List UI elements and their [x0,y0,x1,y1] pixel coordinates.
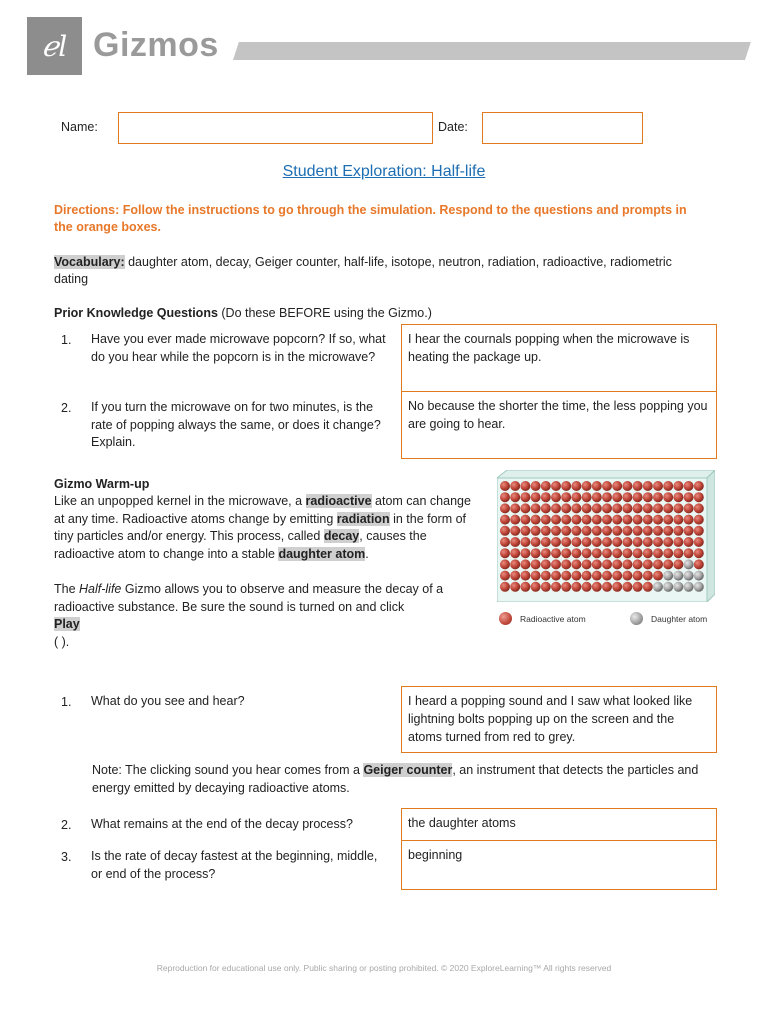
radioactive-atom [663,492,673,502]
prior-q1-number: 1. [61,333,72,347]
radioactive-atom [673,481,683,491]
radioactive-atom [633,537,643,547]
radioactive-atom [520,503,530,513]
radioactive-atom [561,515,571,525]
warmup-q2-answer[interactable]: the daughter atoms [401,808,717,841]
radioactive-atom [500,503,510,513]
radioactive-atom [633,548,643,558]
radioactive-atom [592,526,602,536]
radioactive-atom [531,492,541,502]
radioactive-atom [643,548,653,558]
radioactive-atom [510,571,520,581]
radioactive-atom [551,481,561,491]
radioactive-atom [663,481,673,491]
radioactive-atom [694,515,704,525]
radioactive-atom [541,503,551,513]
radioactive-atom [602,559,612,569]
radioactive-atom [510,492,520,502]
warmup-q1-text: What do you see and hear? [91,694,245,708]
radioactive-atom [520,559,530,569]
radioactive-atom [673,503,683,513]
name-field[interactable] [118,112,433,144]
radioactive-atom [571,537,581,547]
radioactive-atom [510,582,520,592]
radioactive-atom [643,559,653,569]
radioactive-atom [653,537,663,547]
radioactive-atom [622,582,632,592]
radioactive-atom [541,537,551,547]
radioactive-atom [592,515,602,525]
radioactive-atom [582,559,592,569]
radioactive-atom [571,526,581,536]
radioactive-atom [653,559,663,569]
radioactive-atom [541,515,551,525]
radioactive-atom [500,481,510,491]
prior-q2-answer[interactable]: No because the shorter the time, the less popping you are going to hear. [401,391,717,459]
radioactive-atom [500,559,510,569]
radioactive-atom [561,559,571,569]
prior-q1-text: Have you ever made microwave popcorn? If so, what do you hear while the popcorn is in the microwave? [91,332,386,364]
daughter-atom [673,582,683,592]
radioactive-atom [673,515,683,525]
radioactive-atom [622,492,632,502]
play-button-label: Play [54,617,80,631]
radioactive-atom [500,492,510,502]
radioactive-atom [622,481,632,491]
radioactive-atom [541,582,551,592]
warmup-q2-number: 2. [61,818,72,832]
radioactive-atom [612,571,622,581]
radioactive-atom [571,548,581,558]
radioactive-atom [541,548,551,558]
radioactive-atom [673,492,683,502]
radioactive-atom [531,582,541,592]
radioactive-atom [673,559,683,569]
radioactive-atom [582,515,592,525]
radioactive-atom [602,548,612,558]
radioactive-atom [653,503,663,513]
radioactive-atom [582,503,592,513]
radioactive-atom [541,571,551,581]
warmup-q2-text: What remains at the end of the decay process? [91,817,353,831]
page-title[interactable]: Student Exploration: Half-life [282,163,486,180]
radioactive-atom [622,526,632,536]
radioactive-atom [520,515,530,525]
radioactive-atom [602,526,612,536]
date-label: Date: [438,120,468,134]
radioactive-atom [500,537,510,547]
radioactive-atom [510,526,520,536]
radioactive-atom [531,548,541,558]
radioactive-atom [582,492,592,502]
directions-text: Directions: Follow the instructions to go through the simulation. Respond to the questions and prompts in the orange boxes. [54,203,687,234]
daughter-atom [673,571,683,581]
radioactive-atom [684,492,694,502]
radioactive-atom [531,526,541,536]
prior-q1-answer[interactable]: I hear the cournals popping when the microwave is heating the package up. [401,324,717,392]
radioactive-atom [500,515,510,525]
radioactive-atom [643,503,653,513]
radioactive-atom [663,515,673,525]
radioactive-atom [531,571,541,581]
radioactive-atom [663,503,673,513]
radioactive-atom [551,571,561,581]
radioactive-atom [582,481,592,491]
daughter-atom-icon [630,612,643,625]
daughter-atom [684,559,694,569]
radioactive-atom [510,548,520,558]
radioactive-atom [520,571,530,581]
radioactive-atom [520,481,530,491]
radioactive-atom [551,537,561,547]
radioactive-atom [551,559,561,569]
radioactive-atom [592,548,602,558]
radioactive-atom [561,537,571,547]
radioactive-atom [684,526,694,536]
geiger-note: Note: The clicking sound you hear comes from a Geiger counter, an instrument that detects the particles and energy emitted by decaying radioactive atoms. [92,763,699,795]
radioactive-atom [643,526,653,536]
radioactive-atom [561,548,571,558]
radioactive-atom [653,492,663,502]
radioactive-atom [653,515,663,525]
radioactive-atom [602,537,612,547]
radioactive-atom [520,526,530,536]
radioactive-atom [571,571,581,581]
radioactive-atom [531,537,541,547]
radioactive-atom [510,559,520,569]
radioactive-atom [633,559,643,569]
warmup-q3-text: Is the rate of decay fastest at the beginning, middle, or end of the process? [91,849,378,881]
radioactive-atom [582,548,592,558]
daughter-atom [684,571,694,581]
radioactive-atom [633,571,643,581]
radioactive-atom [622,571,632,581]
radioactive-atom [622,503,632,513]
gizmos-brand: Gizmos [93,26,219,64]
radioactive-atom [663,559,673,569]
radioactive-atom [561,503,571,513]
radioactive-atom [520,548,530,558]
radioactive-atom [571,503,581,513]
daughter-atom [663,582,673,592]
radioactive-atom [612,503,622,513]
prior-q2-number: 2. [61,401,72,415]
radioactive-atom [653,526,663,536]
radioactive-atom [673,548,683,558]
radioactive-atom [622,515,632,525]
radioactive-atom [582,537,592,547]
radioactive-atom [551,548,561,558]
radioactive-atom [663,537,673,547]
radioactive-atom [673,537,683,547]
radioactive-atom [694,548,704,558]
radioactive-atom [673,526,683,536]
radioactive-atom [602,582,612,592]
vocabulary-label: Vocabulary: [54,255,125,269]
radioactive-atom [643,571,653,581]
radioactive-atom [551,526,561,536]
radioactive-atom [694,492,704,502]
radioactive-atom [592,492,602,502]
radioactive-atom [684,515,694,525]
daughter-atom [663,571,673,581]
radioactive-atom [602,503,612,513]
radioactive-atom [653,548,663,558]
daughter-atom [694,571,704,581]
radioactive-atom [694,526,704,536]
header-decorative-bar [233,42,751,60]
radioactive-atom [663,548,673,558]
radioactive-atom [684,503,694,513]
radioactive-atom [643,492,653,502]
radioactive-atom [520,537,530,547]
warmup-q1-answer[interactable]: I heard a popping sound and I saw what looked like lightning bolts popping up on the screen and the atoms turned from red to grey. [401,686,717,753]
radioactive-atom [510,481,520,491]
atom-grid-simulation-image [497,470,715,602]
warmup-paragraph-1: Like an unpopped kernel in the microwave, a radioactive atom can change at any time. Radioactive atoms change by emitting radiation in the form of tiny particles and/or energy. This process, called decay, causes the radioactive atom to change into a stable daughter atom. [54,494,471,561]
radioactive-atom [633,503,643,513]
daughter-atom [653,582,663,592]
radioactive-atom [510,537,520,547]
prior-knowledge-heading: Prior Knowledge Questions (Do these BEFORE using the Gizmo.) [54,306,432,320]
radioactive-atom [551,515,561,525]
radioactive-atom [602,481,612,491]
radioactive-atom [612,492,622,502]
radioactive-atom [602,492,612,502]
radioactive-atom [684,548,694,558]
radioactive-atom [633,481,643,491]
radioactive-atom [592,537,602,547]
radioactive-atom [520,582,530,592]
radioactive-atom [694,537,704,547]
radioactive-atom [592,481,602,491]
radioactive-atom [643,537,653,547]
radioactive-atom [510,503,520,513]
radioactive-atom [653,571,663,581]
radioactive-atom [612,515,622,525]
radioactive-atom [633,492,643,502]
warmup-heading: Gizmo Warm-up [54,477,150,491]
radioactive-atom [643,515,653,525]
radioactive-atom [602,571,612,581]
radioactive-atom [612,537,622,547]
radioactive-atom [592,582,602,592]
radioactive-atom [663,526,673,536]
radioactive-atom [694,503,704,513]
radioactive-atom [510,515,520,525]
footer-copyright: Reproduction for educational use only. Public sharing or posting prohibited. © 2020 ExploreLearning™ All rights reserved [156,963,612,973]
radioactive-atom [531,503,541,513]
radioactive-atom [561,481,571,491]
radioactive-atom [571,481,581,491]
radioactive-atom [571,582,581,592]
radioactive-atom [571,492,581,502]
radioactive-atom [551,582,561,592]
radioactive-atom [592,503,602,513]
radioactive-atom [500,571,510,581]
radioactive-atom [531,515,541,525]
explorelearning-logo: ℯl [27,17,82,75]
radioactive-atom [561,492,571,502]
radioactive-atom [500,582,510,592]
radioactive-atom [582,582,592,592]
radioactive-atom [531,481,541,491]
radioactive-atom [694,481,704,491]
radioactive-atom [531,559,541,569]
radioactive-atom [541,481,551,491]
radioactive-atom [643,481,653,491]
radioactive-atom [582,571,592,581]
radioactive-atom [653,481,663,491]
radioactive-atom [561,526,571,536]
radioactive-atom [592,559,602,569]
warmup-q3-answer[interactable]: beginning [401,840,717,890]
name-label: Name: [61,120,98,134]
radioactive-atom [592,571,602,581]
radioactive-atom [520,492,530,502]
radioactive-atom [694,559,704,569]
date-field[interactable] [482,112,643,144]
daughter-atom [694,582,704,592]
radioactive-atom [684,481,694,491]
radioactive-atom-icon [499,612,512,625]
radioactive-atom [571,559,581,569]
radioactive-atom [602,515,612,525]
radioactive-atom [612,559,622,569]
radioactive-atom [622,548,632,558]
radioactive-atom [500,526,510,536]
radioactive-atom [571,515,581,525]
radioactive-atom [500,548,510,558]
radioactive-atom [551,503,561,513]
legend-daughter: Daughter atom [630,612,707,625]
radioactive-atom [541,492,551,502]
vocabulary-terms: daughter atom, decay, Geiger counter, half-life, isotope, neutron, radiation, radioactive, radiometric dating [54,255,672,286]
radioactive-atom [551,492,561,502]
prior-q2-text: If you turn the microwave on for two minutes, is the rate of popping always the same, or does it change? Explain. [91,400,381,449]
radioactive-atom [633,582,643,592]
radioactive-atom [622,537,632,547]
radioactive-atom [541,526,551,536]
radioactive-atom [582,526,592,536]
legend-radioactive: Radioactive atom [499,612,586,625]
warmup-q1-number: 1. [61,695,72,709]
radioactive-atom [561,571,571,581]
radioactive-atom [633,526,643,536]
daughter-atom [684,582,694,592]
radioactive-atom [612,481,622,491]
radioactive-atom [643,582,653,592]
radioactive-atom [561,582,571,592]
radioactive-atom [633,515,643,525]
radioactive-atom [541,559,551,569]
warmup-paragraph-2: The Half-life Gizmo allows you to observe and measure the decay of a radioactive substance. Be sure the sound is turned on and click Play ( ). [54,582,444,649]
vocabulary [54,254,694,288]
radioactive-atom [622,559,632,569]
radioactive-atom [612,548,622,558]
radioactive-atom [612,582,622,592]
warmup-q3-number: 3. [61,850,72,864]
radioactive-atom [612,526,622,536]
radioactive-atom [684,537,694,547]
